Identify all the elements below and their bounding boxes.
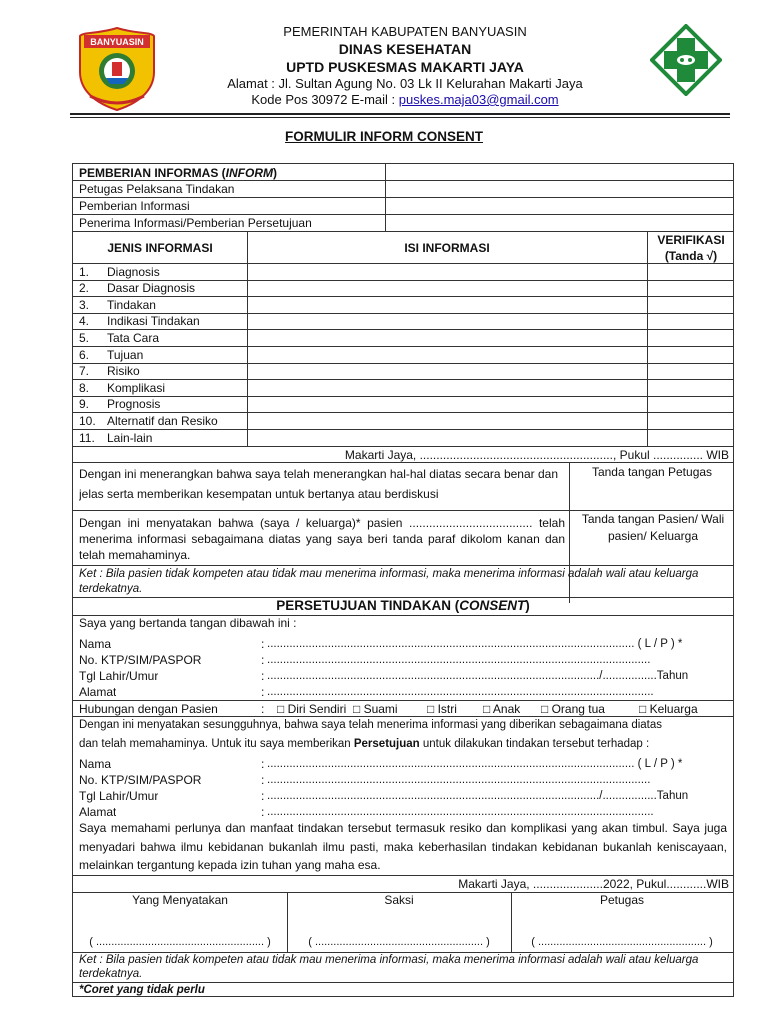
item-number: 6. <box>79 347 90 362</box>
item-label: Alternatif dan Resiko <box>107 413 218 428</box>
statement-pasien: Dengan ini menyatakan bahwa (saya / keluarga)* pasien ..................................... telah menerima informasi sebagaimana diatas yang saya beri tanda paraf dikolom kanan dan telah memahaminya. <box>79 516 565 562</box>
item-label: Risiko <box>107 364 140 379</box>
field-dots[interactable]: ................................................................................................................... ( L / P ) * <box>267 758 683 770</box>
item-verif-checkbox[interactable] <box>649 363 733 379</box>
item-number: 10. <box>79 413 96 428</box>
footnote: *Coret yang tidak perlu <box>79 984 205 996</box>
address: Alamat : Jl. Sultan Agung No. 03 Lk II Kelurahan Makarti Jaya <box>227 76 583 91</box>
sig-blank[interactable]: ( ....................................................... ) <box>89 936 271 948</box>
field-dots[interactable]: ................................................................................................................... ( L / P ) * <box>267 638 683 650</box>
item-number: 3. <box>79 297 90 312</box>
field-label: Tgl Lahir/Umur <box>79 789 159 803</box>
item-number: 4. <box>79 314 90 329</box>
sig-role: Saksi <box>384 893 414 907</box>
sig-divider <box>287 892 288 952</box>
declare-post: untuk dilakukan tindakan tersebut terhadap : <box>419 738 650 750</box>
row-line <box>73 329 733 330</box>
note-ket-1: Ket : Bila pasien tidak kompeten atau tidak mau menerima informasi, maka menerima informasi adalah wali atau keluarga terdekatnya. <box>79 568 699 595</box>
item-number: 9. <box>79 397 90 412</box>
note-ket-2: Ket : Bila pasien tidak kompeten atau tidak mau menerima informasi, maka menerima informasi adalah wali atau keluarga terdekatnya. <box>79 954 699 980</box>
item-label: Tindakan <box>107 297 156 312</box>
consent-section-title <box>73 598 733 614</box>
sig-role: Yang Menyatakan <box>132 893 228 907</box>
consent-intro: Saya yang bertanda tangan dibawah ini : <box>79 616 297 630</box>
item-isi-field[interactable] <box>249 429 645 445</box>
statement-petugas: Dengan ini menerangkan bahwa saya telah menerangkan hal-hal diatas secara benar dan jelas serta memberikan kesempatan untuk bertanya atau berdiskusi <box>79 467 558 501</box>
relation-option-checkbox[interactable]: □ Suami <box>353 702 398 716</box>
clinic-name: UPTD PUSKESMAS MAKARTI JAYA <box>286 59 524 75</box>
item-number: 5. <box>79 330 90 345</box>
email-link[interactable]: puskes.maja03@gmail.com <box>398 92 559 107</box>
item-verif-checkbox[interactable] <box>649 429 733 445</box>
field-dots[interactable]: ......................................................................................................../.................Tahun <box>267 670 689 682</box>
gov-name: PEMERINTAH KABUPATEN BANYUASIN <box>283 24 527 39</box>
dept-name: DINAS KESEHATAN <box>338 41 472 57</box>
consent-title-suffix: ) <box>525 598 530 613</box>
col-jenis-informasi: JENIS INFORMASI <box>107 241 213 255</box>
header-divider-thick <box>70 113 730 115</box>
col-divider-2 <box>647 231 648 446</box>
item-verif-checkbox[interactable] <box>649 329 733 345</box>
field-dots[interactable]: ......................................................................................................................... <box>267 806 654 818</box>
item-verif-checkbox[interactable] <box>649 379 733 395</box>
item-label: Prognosis <box>107 397 161 412</box>
field-label: Nama <box>79 637 112 651</box>
form-title: FORMULIR INFORM CONSENT <box>285 129 483 144</box>
item-isi-field[interactable] <box>249 363 645 379</box>
sign-pasien-label: Tanda tangan Pasien/ Wali pasien/ Keluarga <box>581 512 725 543</box>
consent-title-prefix: PERSETUJUAN TINDAKAN ( <box>276 598 460 613</box>
sig-blank[interactable]: ( ....................................................... ) <box>531 936 713 948</box>
relation-option-checkbox[interactable]: □ Orang tua <box>541 702 605 716</box>
postal-prefix: Kode Pos 30972 E-mail : <box>251 92 399 107</box>
relation-option-checkbox[interactable]: □ Diri Sendiri <box>277 702 347 716</box>
row-line <box>73 565 733 566</box>
relation-option-checkbox[interactable]: □ Anak <box>483 702 521 716</box>
inform-section-title <box>79 165 277 181</box>
row-line <box>73 197 733 198</box>
field-label: Tgl Lahir/Umur <box>79 669 159 683</box>
emblem-text: BANYUASIN <box>90 37 144 47</box>
row-line <box>73 180 733 181</box>
row-line <box>73 412 733 413</box>
date-time-line-2: Makarti Jaya, .....................2022, Pukul............WIB <box>458 877 729 891</box>
item-isi-field[interactable] <box>249 379 645 395</box>
item-verif-checkbox[interactable] <box>649 346 733 362</box>
field-colon: : <box>261 685 265 699</box>
understanding-paragraph: Saya memahami perlunya dan manfaat tindakan tersebut termasuk resiko dan komplikasi yang akan timbul. Saya juga menyadari bahwa ilmu kebidanan bukanlah ilmu pasti, maka keberhasilan tindakan kebidanan bukanlah keniscayaan, melainkan tergantung kepada izin tuhan yang maha esa. <box>79 821 727 872</box>
declare-pre: dan telah memahaminya. Untuk itu saya memberikan <box>79 738 354 750</box>
row-line <box>73 231 733 232</box>
row-line <box>73 429 733 430</box>
item-verif-checkbox[interactable] <box>649 396 733 412</box>
item-number: 11. <box>79 430 95 445</box>
row-line <box>73 280 733 281</box>
field-colon: : <box>261 757 265 771</box>
sig-yang-menyatakan <box>73 893 287 907</box>
field-colon: : <box>261 789 265 803</box>
date-time-line-1: Makarti Jaya, .........................................................., Pukul ............... WIB <box>344 448 729 462</box>
field-dots[interactable]: ......................................................................................................................... <box>267 686 654 698</box>
header-divider-thin <box>70 117 730 118</box>
inform-title-italic: INFORM <box>225 166 273 180</box>
field-dots[interactable]: ........................................................................................................................ <box>267 774 651 786</box>
item-verif-checkbox[interactable] <box>649 263 733 279</box>
letterhead-text <box>180 24 630 108</box>
item-number: 2. <box>79 281 90 296</box>
letterhead <box>0 0 768 118</box>
field-colon: : <box>261 637 265 651</box>
inform-row-petugas: Petugas Pelaksana Tindakan <box>79 182 235 196</box>
item-isi-field[interactable] <box>249 296 645 312</box>
field-label: Alamat <box>79 685 117 699</box>
row-line <box>73 346 733 347</box>
field-label: Nama <box>79 757 112 771</box>
field-colon: : <box>261 773 265 787</box>
col-isi-informasi: ISI INFORMASI <box>404 241 490 255</box>
puskesmas-logo-icon <box>650 24 722 96</box>
item-isi-field[interactable] <box>249 313 645 329</box>
field-colon: : <box>261 653 265 667</box>
sig-blank[interactable]: ( ....................................................... ) <box>308 936 490 948</box>
item-label: Indikasi Tindakan <box>107 314 200 329</box>
field-colon: : <box>261 805 265 819</box>
declaration-line-2 <box>79 736 649 752</box>
sig-saksi <box>287 893 511 907</box>
item-label: Tujuan <box>107 347 144 362</box>
relation-option-checkbox[interactable]: □ Istri <box>427 702 457 716</box>
item-verif-checkbox[interactable] <box>649 280 733 296</box>
row-line <box>73 363 733 364</box>
field-label: No. KTP/SIM/PASPOR <box>79 773 202 787</box>
relation-label: Hubungan dengan Pasien <box>79 702 218 716</box>
row-line <box>73 462 733 463</box>
consent-title-italic: CONSENT <box>459 598 526 613</box>
relation-option-checkbox[interactable]: □ Keluarga <box>639 702 698 716</box>
item-label: Lain-lain <box>107 430 153 445</box>
item-isi-field[interactable] <box>249 412 645 428</box>
row-line <box>73 214 733 215</box>
sign-petugas-label: Tanda tangan Petugas <box>591 465 713 479</box>
item-isi-field[interactable] <box>249 280 645 296</box>
item-isi-field[interactable] <box>249 346 645 362</box>
field-dots[interactable]: ........................................................................................................................ <box>267 654 651 666</box>
item-verif-checkbox[interactable] <box>649 412 733 428</box>
inform-title-suffix: ) <box>273 166 277 180</box>
sig-divider <box>511 892 512 952</box>
row-line <box>73 396 733 397</box>
row-line <box>73 379 733 380</box>
sig-role: Petugas <box>599 893 645 907</box>
declaration-line-1: Dengan ini menyatakan sesungguhnya, bahwa saya telah menerima informasi yang diberikan sebagaimana diatas <box>79 719 663 731</box>
item-number: 8. <box>79 380 90 395</box>
relation-colon: : <box>261 702 265 716</box>
item-label: Tata Cara <box>107 330 160 345</box>
item-isi-field[interactable] <box>249 329 645 345</box>
inform-row-pemberian: Pemberian Informasi <box>79 199 190 213</box>
banyuasin-emblem-icon <box>76 26 158 112</box>
field-dots[interactable]: ......................................................................................................../.................Tahun <box>267 790 689 802</box>
col-verifikasi: VERIFIKASI <box>657 233 725 247</box>
item-number: 7. <box>79 364 90 379</box>
item-isi-field[interactable] <box>249 263 645 279</box>
item-verif-checkbox[interactable] <box>649 313 733 329</box>
item-number: 1. <box>79 264 90 279</box>
item-label: Komplikasi <box>107 380 166 395</box>
inform-title-prefix: PEMBERIAN INFORMAS ( <box>79 166 226 180</box>
row-line <box>73 313 733 314</box>
postal-email <box>180 92 630 108</box>
item-label: Diagnosis <box>107 264 160 279</box>
field-colon: : <box>261 669 265 683</box>
field-label: No. KTP/SIM/PASPOR <box>79 653 202 667</box>
sig-petugas <box>511 893 733 907</box>
item-isi-field[interactable] <box>249 396 645 412</box>
item-label: Dasar Diagnosis <box>107 281 196 296</box>
row-line <box>73 296 733 297</box>
declare-bold: Persetujuan <box>353 738 420 750</box>
item-verif-checkbox[interactable] <box>649 296 733 312</box>
col-divider-1 <box>247 231 248 446</box>
consent-form <box>72 163 734 997</box>
inform-row-penerima: Penerima Informasi/Pemberian Persetujuan <box>79 216 312 230</box>
field-label: Alamat <box>79 805 117 819</box>
col-verifikasi-sub: (Tanda √) <box>664 249 718 263</box>
